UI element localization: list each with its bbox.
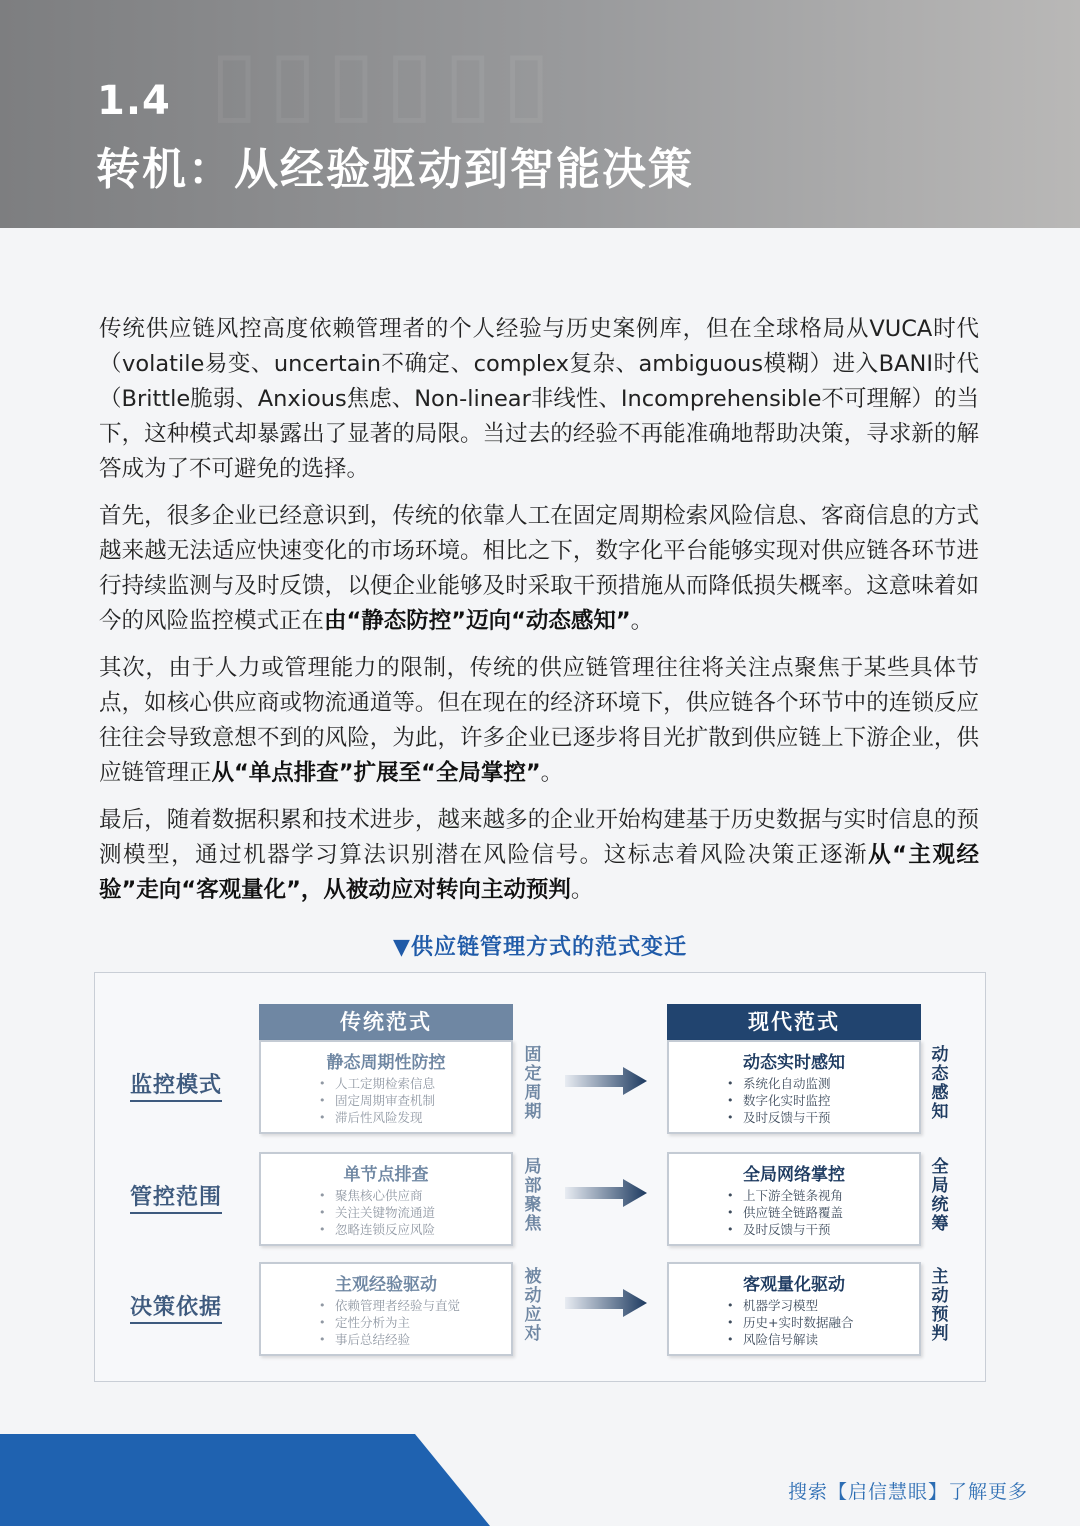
card-bullet-item: • 人工定期检索信息 (335, 1075, 511, 1092)
card-bullet-item: • 及时反馈与干预 (743, 1109, 919, 1126)
traditional-card (259, 1040, 513, 1134)
paragraph-text: 。 (630, 608, 654, 634)
card-title: 动态实时感知 (743, 1053, 845, 1073)
right-arrow-icon (565, 1287, 649, 1319)
modern-side-label: 主动预判 (931, 1267, 949, 1344)
card-bullet-item: • 定性分析为主 (335, 1314, 511, 1331)
card-bullet-item: • 上下游全链条视角 (743, 1187, 919, 1204)
row-label: 监控模式 (130, 1068, 222, 1102)
modern-card (667, 1262, 921, 1356)
modern-paradigm-header: 现代范式 (667, 1004, 921, 1040)
paragraph-text: 。 (570, 877, 594, 903)
card-bullet-item: • 系统化自动监测 (743, 1075, 919, 1092)
card-bullet-item: • 及时反馈与干预 (743, 1221, 919, 1238)
traditional-side-label: 固定周期 (524, 1045, 542, 1122)
footer-corner-shape (0, 1434, 490, 1526)
traditional-card (259, 1262, 513, 1356)
card-bullet-list (261, 1187, 511, 1238)
card-bullet-item: • 聚焦核心供应商 (335, 1187, 511, 1204)
traditional-side-label: 被动应对 (524, 1267, 542, 1344)
card-bullet-list (669, 1075, 919, 1126)
card-title: 全局网络掌控 (743, 1165, 845, 1185)
card-bullet-item: • 供应链全链路覆盖 (743, 1204, 919, 1221)
section-title: 转机：从经验驱动到智能决策 (96, 144, 694, 195)
card-bullet-item: • 关注关键物流通道 (335, 1204, 511, 1221)
traditional-paradigm-header: 传统范式 (259, 1004, 513, 1040)
traditional-side-label: 局部聚焦 (524, 1157, 542, 1234)
card-bullet-item: • 风险信号解读 (743, 1331, 919, 1348)
card-bullet-item: • 固定周期审查机制 (335, 1092, 511, 1109)
paragraph (99, 651, 979, 791)
card-bullet-list (261, 1075, 511, 1126)
paragraph (99, 803, 979, 908)
card-bullet-item: • 机器学习模型 (743, 1297, 919, 1314)
paragraph (99, 312, 979, 487)
card-title: 单节点排查 (343, 1165, 429, 1185)
article-body (99, 312, 979, 920)
paragraph-text: 。 (540, 760, 564, 786)
right-arrow-icon (565, 1177, 649, 1209)
paragraph-text: 最后，随着数据积累和技术进步，越来越多的企业开始构建基于历史数据与实时信息的预测模型，通过机器学习算法识别潜在风险信号。这标志着风险决策正逐渐 (99, 807, 979, 868)
card-title: 静态周期性防控 (326, 1053, 446, 1073)
section-number: 1.4 (97, 78, 171, 124)
card-bullet-item: • 滞后性风险发现 (335, 1109, 511, 1126)
paragraph-text: 首先，很多企业已经意识到，传统的依靠人工在固定周期检索风险信息、客商信息的方式越来越无法适应快速变化的市场环境。相比之下，数字化平台能够实现对供应链各环节进行持续监测与及时反馈，以便企业能够及时采取干预措施从而降低损失概率。这意味着如今的风险监控模式正在 (99, 503, 979, 634)
card-bullet-item: • 事后总结经验 (335, 1331, 511, 1348)
card-bullet-list (669, 1187, 919, 1238)
right-arrow-icon (565, 1065, 649, 1097)
card-bullet-item: • 历史+实时数据融合 (743, 1314, 919, 1331)
watermark-logo: ▯▯▯▯▯▯ (210, 30, 561, 133)
card-bullet-item: • 依赖管理者经验与直觉 (335, 1297, 511, 1314)
card-title: 客观量化驱动 (743, 1275, 845, 1295)
emphasis-text: 由“静态防控”迈向“动态感知” (324, 608, 631, 634)
paragraph (99, 499, 979, 639)
emphasis-text: 从“主观经验”走向“客观量化”，从被动应对转向主动预判 (99, 842, 979, 903)
traditional-card (259, 1152, 513, 1246)
footer-cta[interactable]: 搜索【启信慧眼】了解更多 (787, 1481, 1028, 1503)
row-label: 管控范围 (130, 1180, 222, 1214)
section-header-banner (0, 0, 1080, 228)
paragraph-text: 传统供应链风控高度依赖管理者的个人经验与历史案例库，但在全球格局从VUCA时代（volatile易变、uncertain不确定、complex复杂、ambiguous模糊）进入BANI时代（Brittle脆弱、Anxious焦虑、Non-linear非线性、Incomprehensible不可理解）的当下，这种模式却暴露出了显著的局限。当过去的经验不再能准确地帮助决策，寻求新的解答成为了不可避免的选择。 (99, 316, 979, 482)
modern-side-label: 动态感知 (931, 1045, 949, 1122)
card-bullet-list (261, 1297, 511, 1348)
emphasis-text: 从“单点排查”扩展至“全局掌控” (211, 760, 541, 786)
card-bullet-list (669, 1297, 919, 1348)
modern-card (667, 1040, 921, 1134)
paragraph-text: 其次，由于人力或管理能力的限制，传统的供应链管理往往将关注点聚焦于某些具体节点，如核心供应商或物流通道等。但在现在的经济环境下，供应链各个环节中的连锁反应往往会导致意想不到的风险，为此，许多企业已逐步将目光扩散到供应链上下游企业，供应链管理正 (99, 655, 979, 786)
modern-side-label: 全局统筹 (931, 1157, 949, 1234)
card-bullet-item: • 忽略连锁反应风险 (335, 1221, 511, 1238)
card-bullet-item: • 数字化实时监控 (743, 1092, 919, 1109)
figure-title: ▼供应链管理方式的范式变迁 (393, 935, 687, 960)
modern-card (667, 1152, 921, 1246)
row-label: 决策依据 (130, 1290, 222, 1324)
card-title: 主观经验驱动 (335, 1275, 437, 1295)
